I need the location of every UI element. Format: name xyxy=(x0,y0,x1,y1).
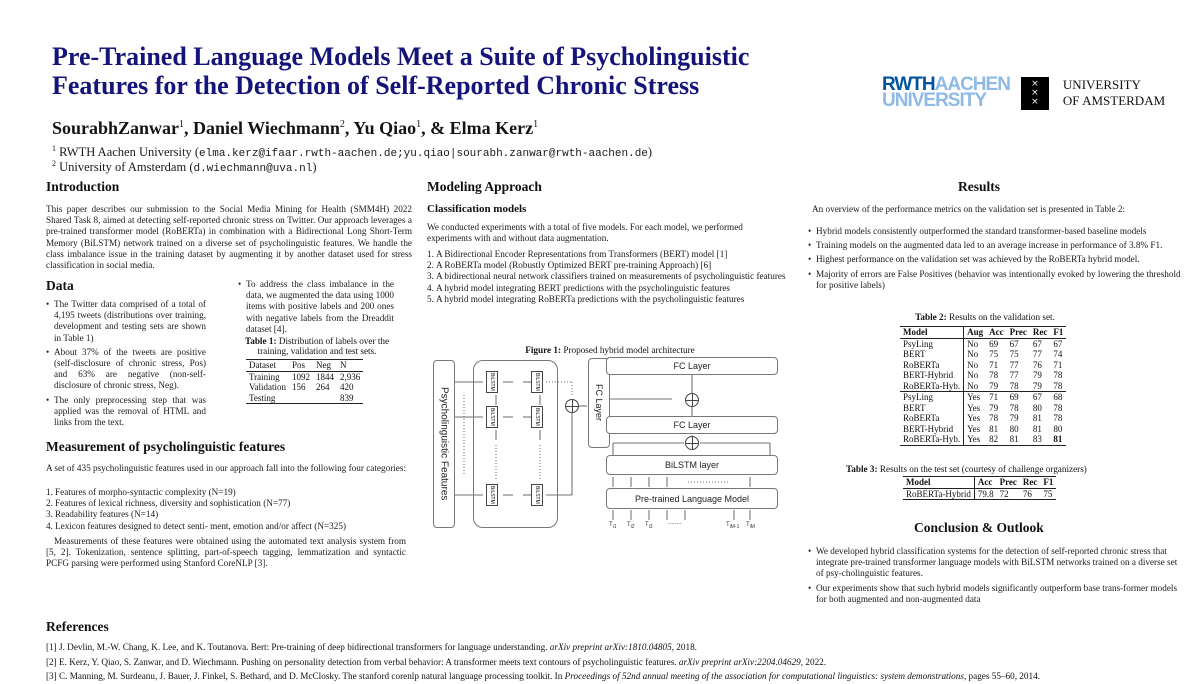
figure1-caption: Figure 1: Proposed hybrid model architecture xyxy=(525,345,695,355)
list-item: • We developed hybrid classification systems for the detection of self-reported chronic stress that integrate pre-trained transformer language models with BiLSTM networks trained on a diverse set of psy-cholinguistic features. xyxy=(808,546,1186,580)
measurement-heading: Measurement of psycholinguistic features xyxy=(46,439,286,454)
title-line-1: Pre-Trained Language Models Meet a Suite of Psycholinguistic xyxy=(52,42,750,71)
reference-list xyxy=(46,640,1040,684)
list-item: 2. A RoBERTa model (Robustly Optimized BERT pre-training Approach) [6] xyxy=(427,260,712,271)
fc-layer-mid: FC Layer xyxy=(606,416,778,434)
results-intro: An overview of the performance metrics on the validation set is presented in Table 2: xyxy=(812,204,1125,214)
list-item: • Highest performance on the validation set was achieved by the RoBERTa hybrid model. xyxy=(808,254,1186,265)
author: Daniel Wiechmann$^2$ xyxy=(193,118,345,138)
table-row: Training 1092 1844 2,936 xyxy=(249,371,361,382)
feature-categories xyxy=(46,487,406,532)
list-item: • The only preprocessing step that was applied was the removal of HTML and links from the text. xyxy=(46,395,206,429)
table2-caption: Table 2: Results on the validation set. xyxy=(915,312,1055,322)
token-label: $T_{i3}$ xyxy=(645,522,653,531)
table-row: BERT-Hybrid No 78 77 79 78 xyxy=(903,370,1063,380)
list-item: 3. Readability features (N=14) xyxy=(46,509,159,520)
bilstm-cell: BiLSTM xyxy=(531,406,543,428)
table-header-row: Dataset Pos Neg N xyxy=(246,360,363,372)
table-row: Testing 839 xyxy=(249,392,354,403)
measurement-intro: A set of 435 psycholinguistic features used in our approach fall into the following four categories: xyxy=(46,463,407,473)
concat-op-icon xyxy=(565,399,579,413)
results-bullets xyxy=(808,226,1186,294)
table-header-row: Model Aug Acc Prec Rec F1 xyxy=(900,327,1066,339)
data-augmentation-bullet xyxy=(238,279,394,338)
bilstm-cell: BiLSTM xyxy=(486,371,498,393)
list-item: 5. A hybrid model integrating RoBERTa predictions with the psycholinguistic features xyxy=(427,293,745,304)
list-item: • Majority of errors are False Positives (behavior was intentionally evoked by lowering the threshold for positive labels) xyxy=(808,269,1186,291)
concat-op-icon xyxy=(685,393,699,407)
hybrid-architecture-figure xyxy=(428,355,790,537)
reference-item: [2] E. Kerz, Y. Qiao, S. Zanwar, and D. Wiechmann. Pushing on personality detection from verbal behavior: A transformer meets text contours of psycholinguistic features. arXiv preprint arXiv:2204.04629, 2022. xyxy=(46,656,827,667)
list-item: • To address the class imbalance in the data, we augmented the data using 1000 items with positive labels and 200 ones with negative labels from the Dreaddit dataset [4]. xyxy=(238,279,394,335)
token-label: $T_{i2}$ xyxy=(627,522,635,531)
list-item: 1. Features of morpho-syntactic complexity (N=19) xyxy=(46,487,236,497)
bilstm-cell: BiLSTM xyxy=(531,371,543,393)
fc-layer-top: FC Layer xyxy=(606,357,778,375)
institution-logos xyxy=(882,74,1165,112)
email-link[interactable]: elma.kerz@ifaar.rwth-aachen.de;yu.qiao|sourabh.zanwar@rwth-aachen.de xyxy=(199,148,648,161)
introduction-heading: Introduction xyxy=(46,179,120,194)
uva-logo-text: UNIVERSITY OF AMSTERDAM xyxy=(1062,77,1166,108)
list-item: 4. A hybrid model integrating BERT predictions with the psycholinguistic features xyxy=(427,282,730,293)
list-item: 4. Lexicon features designed to detect senti- ment, emotion and/or affect (N=325) xyxy=(46,520,346,531)
affiliation-uva: $^2$ University of Amsterdam (d.wiechmann@uva.nl) xyxy=(52,159,317,176)
bilstm-layer: BiLSTM layer xyxy=(606,455,778,475)
modeling-intro: We conducted experiments with a total of five models. For each model, we performed experiments with and without data augmentation. xyxy=(427,222,743,244)
introduction-text: This paper describes our submission to the Social Media Mining for Health (SMM4H) 2022 Shared Task 8, aimed at detecting self-reported chronic stress on Twitter. Our approach leverages a pre-trained transformer model (RoBERTa) in combination with a Bidirectional Long Short-Term Memory (BiLSTM) network trained on a diverse set of psycholinguistic features. We handle the class imbalance issue in the training dataset by augmenting it by another dataset used for stress classification in social media. xyxy=(46,204,412,271)
model-list xyxy=(427,249,787,305)
list-item: 1. A Bidirectional Encoder Representations from Transformers (BERT) model [1] xyxy=(427,249,728,259)
modeling-heading: Modeling Approach xyxy=(427,179,542,194)
token-ellipsis: ........ xyxy=(668,520,682,526)
table3-caption: Table 3: Results on the test set (courtesy of challenge organizers) xyxy=(846,464,1087,474)
author: SourabhZanwar$^1$ xyxy=(52,118,185,138)
results-heading: Results xyxy=(958,179,1001,194)
table-row: PsyLing Yes 71 69 67 68 xyxy=(900,392,1066,403)
author-list: SourabhZanwar$^1$, Daniel Wiechmann$^2$, Yu Qiao$^1$, & Elma Kerz$^1$ xyxy=(52,118,539,138)
conclusion-bullets xyxy=(808,546,1186,608)
table-row: BERT-Hybrid Yes 81 80 81 80 xyxy=(903,423,1063,434)
data-bullets xyxy=(46,299,206,431)
table-row: BERT No 75 75 77 74 xyxy=(903,349,1063,359)
token-label: $T_{i1}$ xyxy=(609,522,617,531)
email-link[interactable]: d.wiechmann@uva.nl xyxy=(193,163,313,176)
bilstm-cell: BiLSTM xyxy=(486,484,498,506)
table-header-row: Model Acc Prec Rec F1 xyxy=(903,477,1056,489)
data-heading: Data xyxy=(46,278,74,293)
title-line-2: Features for the Detection of Self-Reported Chronic Stress xyxy=(52,71,700,100)
table-row: RoBERTa-Hyb. Yes 82 81 83 81 xyxy=(903,434,1063,444)
table-row: BERT Yes 79 78 80 78 xyxy=(903,402,1063,413)
measurement-outro: Measurements of these features were obtained using the automated text analysis system from [5, 2]. Tokenization, sentence splitting, part-of-speech tagging, lemmatization and syntactic PCFG parsing were performed using Stanford CoreNLP [3]. xyxy=(46,536,406,569)
fc-layer-vertical: FC Layer xyxy=(588,358,610,448)
table2 xyxy=(900,326,1066,446)
bilstm-cell: BiLSTM xyxy=(486,406,498,428)
pretrained-language-model: Pre-trained Language Model xyxy=(606,488,778,509)
uva-crest-icon: × × × xyxy=(1021,77,1049,110)
list-item: • Training models on the augmented data led to an average increase in performance of 3.8% F1. xyxy=(808,240,1186,251)
references-heading: References xyxy=(46,619,109,634)
table-row: PsyLing No 69 67 67 67 xyxy=(903,338,1063,349)
rwth-logo: RWTHAACHEN UNIVERSITY xyxy=(882,74,1010,111)
poster-title xyxy=(52,42,872,100)
list-item: • Hybrid models consistently outperformed the standard transformer-based baseline models xyxy=(808,226,1186,237)
token-label: $T_{iM-1}$ xyxy=(726,522,740,531)
author: & Elma Kerz$^1$ xyxy=(430,118,539,138)
table1-caption: Table 1: Distribution of labels over the training, validation and test sets. xyxy=(244,336,390,356)
bilstm-cell: BiLSTM xyxy=(531,484,543,506)
concat-op-icon xyxy=(685,436,699,450)
psycholinguistic-features-box: Psycholinguistic Features xyxy=(433,360,455,528)
list-item: • About 37% of the tweets are positive (self-disclosure of chronic stress, Pos) and 63% are negative (non-self-disclosure of chronic stress, Neg). xyxy=(46,347,206,392)
list-item: • Our experiments show that such hybrid models significantly outperform base trans-former models for both augmented and non-augmented data xyxy=(808,583,1186,605)
classification-subheading: Classification models xyxy=(427,203,527,215)
table-row: Validation 156 264 420 xyxy=(249,382,354,392)
reference-item: [3] C. Manning, M. Surdeanu, J. Bauer, J. Finkel, S. Bethard, and D. McClosky. The stanford corenlp natural language processing toolkit. In Proceedings of 52nd annual meeting of the association for computational linguistics: system demonstrations, pages 55–60, 2014. xyxy=(46,671,1040,681)
list-item: 3. A bidirectional neural network classifiers trained on measurements of psycholinguistic features xyxy=(427,271,786,282)
table-row: RoBERTa Yes 78 79 81 78 xyxy=(903,413,1063,423)
author: Yu Qiao$^1$ xyxy=(353,118,422,138)
token-label: $T_{iM}$ xyxy=(746,522,755,531)
list-item: 2. Features of lexical richness, diversity and sophistication (N=77) xyxy=(46,498,291,509)
table-row: RoBERTa-Hybrid 79.8 72 76 75 xyxy=(906,488,1053,499)
table-row: RoBERTa-Hyb. No 79 78 79 78 xyxy=(903,380,1063,391)
table3 xyxy=(903,476,1056,500)
affiliation-rwth: $^1$ RWTH Aachen University (elma.kerz@ifaar.rwth-aachen.de;yu.qiao|sourabh.zanwar@rwth-aachen.de) xyxy=(52,144,653,161)
table-row: RoBERTa No 71 77 76 71 xyxy=(903,359,1063,370)
list-item: • The Twitter data comprised of a total of 4,195 tweets (distributions over training, development and testing sets are shown in Table 1) xyxy=(46,299,206,344)
table1 xyxy=(246,359,363,404)
conclusion-heading: Conclusion & Outlook xyxy=(914,520,1044,535)
reference-item: [1] J. Devlin, M.-W. Chang, K. Lee, and K. Toutanova. Bert: Pre-training of deep bidirectional transformers for language understanding. arXiv preprint arXiv:1810.04805, 2018. xyxy=(46,642,697,652)
